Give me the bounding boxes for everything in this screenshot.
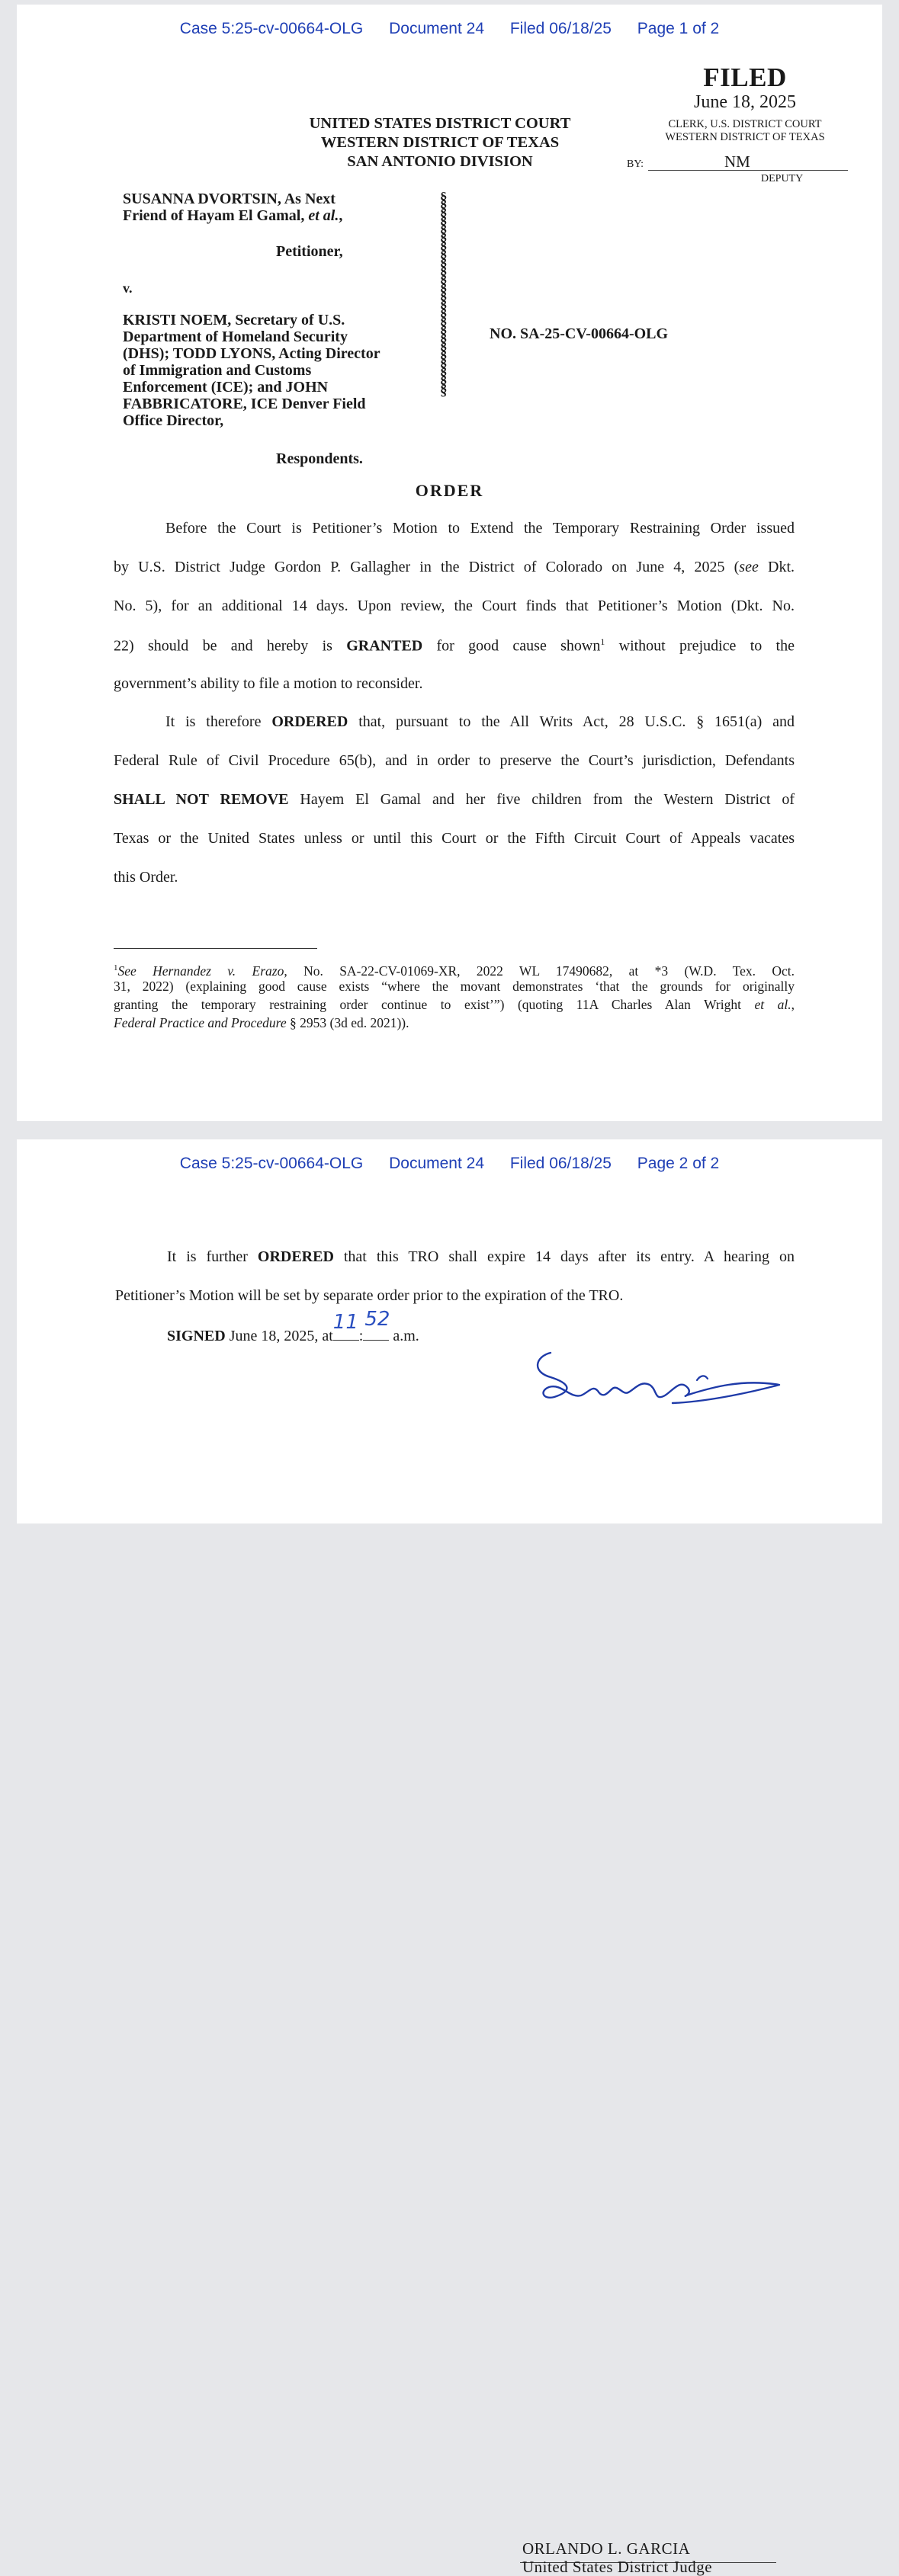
stamp-deputy-label: DEPUTY — [761, 173, 804, 184]
stamp-date: June 18, 2025 — [694, 92, 796, 112]
p1-line: 22) should be and hereby is GRANTED for good cause shown$^1$ without prejudice to the — [114, 636, 795, 655]
stamp-clerk-line2: WESTERN DISTRICT OF TEXAS — [665, 131, 825, 143]
signed-hour-blank — [332, 1311, 359, 1341]
court-division: SAN ANTONIO DIVISION — [347, 153, 533, 170]
document-page-1: Case 5:25-cv-00664-OLG Document 24 Filed 06/18/25 Page 1 of 2 FILED June 18, 2025 CLERK, U.S. DISTRICT COURT WESTERN DISTRICT OF TEXAS BY: NM DEPUTY UNITED STATES DISTRICT COURT WESTERN DISTRICT OF TEXAS SAN ANTONIO DIVISION SUSANNA DVORTSIN, As Next Friend of Hayam El Gamal, et al., Petitioner, v. KRISTI NOEM, Secretary of U.S. Department of Homeland Security (DHS); TODD LYONS, Acting Director of Immigration and Customs Enforcement (ICE); and JOHN FABBRICATORE, ICE Denver Field Office Director, Respondents. § § § § § § § § § § § § § § § § § § § § § § § § NO. SA-25-CV-00664-OLG ORDER Before the Court is Petitioner’s Motion to Extend the Temporary Restraining Order issued by U.S. District Judge Gordon P. Gallagher in the District of Colorado on June 4, 2025 (see Dkt. No. 5), for an additional 14 days. Upon review, the Court finds that Petitioner’s Motion (Dkt. No. 22) should be and hereby is GRANTED for good cause shown$^1$ without prejudice to the government’s ability to file a motion to reconsider. It is therefore ORDERED that, pursuant to the All Writs Act, 28 U.S.C. § 1651(a) and Federal Rule of Civil Procedure 65(b), and in order to preserve the Court’s jurisdiction, Defendants SHALL NOT REMOVE Hayem El Gamal and her five children from the Western District of Texas or the United States unless or until this Court or the Fifth Circuit Court of Appeals vacates this Order. $^1$See Hernandez v. Erazo, No. SA-22-CV-01069-XR, 2022 WL 17490682, at *3 (W.D. Tex. Oct. 31, 2022) (explaining good cause exists “where the movant demonstrates ‘that the grounds for originally granting the temporary restraining order continue to exist’”) (quoting 11A Charles Alan Wright et al., Federal Practice and Procedure § 2953 (3d ed. 2021)). — [17, 5, 882, 1121]
order-title: ORDER — [415, 481, 484, 500]
p2-line: Texas or the United States unless or until this Court or the Fifth Circuit Court of Appeals vacates — [114, 830, 795, 847]
footnote-divider — [114, 948, 317, 949]
court-name: UNITED STATES DISTRICT COURT — [309, 115, 571, 132]
court-district: WESTERN DISTRICT OF TEXAS — [320, 134, 560, 151]
judge-name: ORLANDO L. GARCIA — [522, 2539, 691, 2558]
judge-title: United States District Judge — [522, 2558, 713, 2576]
ecf-header — [17, 1155, 882, 1173]
header-case-number: Case 5:25-cv-00664-OLG — [179, 1155, 364, 1172]
signed-minute-blank — [363, 1308, 390, 1341]
section-symbol-column: § § § § § § § § § § § § § § § § § § § § § § § § — [440, 190, 448, 399]
petitioner-name: SUSANNA DVORTSIN, As Next Friend of Hayam El Gamal, et al., — [123, 191, 343, 224]
petitioner-role: Petitioner, — [276, 243, 343, 260]
respondents-names: KRISTI NOEM, Secretary of U.S. Department of Homeland Security (DHS); TODD LYONS, Acting Director of Immigration and Customs Enforcement (ICE); and JOHN FABBRICATORE, ICE Denver Field Office Director, — [123, 312, 380, 429]
p3-line: It is further ORDERED that this TRO shall expire 14 days after its entry. A hearing on — [167, 1248, 795, 1265]
p1-line: government’s ability to file a motion to reconsider. — [114, 675, 423, 692]
stamp-clerk — [638, 118, 852, 144]
header-document-number: Document 24 — [389, 1155, 484, 1172]
stamp-by-label: BY: — [627, 159, 644, 170]
judge-signature — [528, 1345, 787, 1421]
versus: v. — [123, 280, 133, 296]
footnote-reference[interactable]: 1 — [600, 636, 605, 647]
judge-signature-block — [522, 2539, 712, 2576]
respondents-role: Respondents. — [276, 450, 363, 467]
p2-line: this Order. — [114, 869, 178, 886]
header-document-number: Document 24 — [389, 20, 484, 37]
footnote-number: 1 — [114, 963, 118, 972]
stamp-initials: NM — [724, 152, 750, 171]
header-page-number: Page 2 of 2 — [637, 1155, 720, 1172]
court-heading — [268, 114, 612, 171]
p2-line: SHALL NOT REMOVE Hayem El Gamal and her five children from the Western District of — [114, 791, 795, 808]
p2-line: Federal Rule of Civil Procedure 65(b), and in order to preserve the Court’s jurisdiction, Defendants — [114, 752, 795, 769]
p2-line: It is therefore ORDERED that, pursuant to the All Writs Act, 28 U.S.C. § 1651(a) and — [165, 713, 795, 730]
stamp-filed-label: FILED — [703, 62, 787, 92]
stamp-clerk-line1: CLERK, U.S. DISTRICT COURT — [668, 118, 822, 130]
header-page-number: Page 1 of 2 — [637, 20, 720, 37]
p1-line: by U.S. District Judge Gordon P. Gallagher in the District of Colorado on June 4, 2025 (see Dkt. — [114, 559, 795, 575]
signed-hour: 11 — [332, 1311, 358, 1334]
signed-line: SIGNED June 18, 2025, at 11 : 52 a.m. — [167, 1308, 419, 1344]
ecf-header — [17, 20, 882, 38]
p1-line: Before the Court is Petitioner’s Motion to Extend the Temporary Restraining Order issued — [165, 520, 795, 537]
header-filed-date: Filed 06/18/25 — [509, 1155, 612, 1172]
header-case-number: Case 5:25-cv-00664-OLG — [179, 20, 364, 37]
p3-line: Petitioner’s Motion will be set by separate order prior to the expiration of the TRO. — [115, 1287, 624, 1304]
document-page-2 — [17, 1139, 882, 2576]
signed-minute: 52 — [364, 1308, 390, 1331]
case-number: NO. SA-25-CV-00664-OLG — [490, 325, 669, 342]
p1-line: No. 5), for an additional 14 days. Upon review, the Court finds that Petitioner’s Motion (Dkt. No. — [114, 598, 795, 614]
header-filed-date: Filed 06/18/25 — [509, 20, 612, 37]
stamp-signature-line — [648, 170, 848, 171]
